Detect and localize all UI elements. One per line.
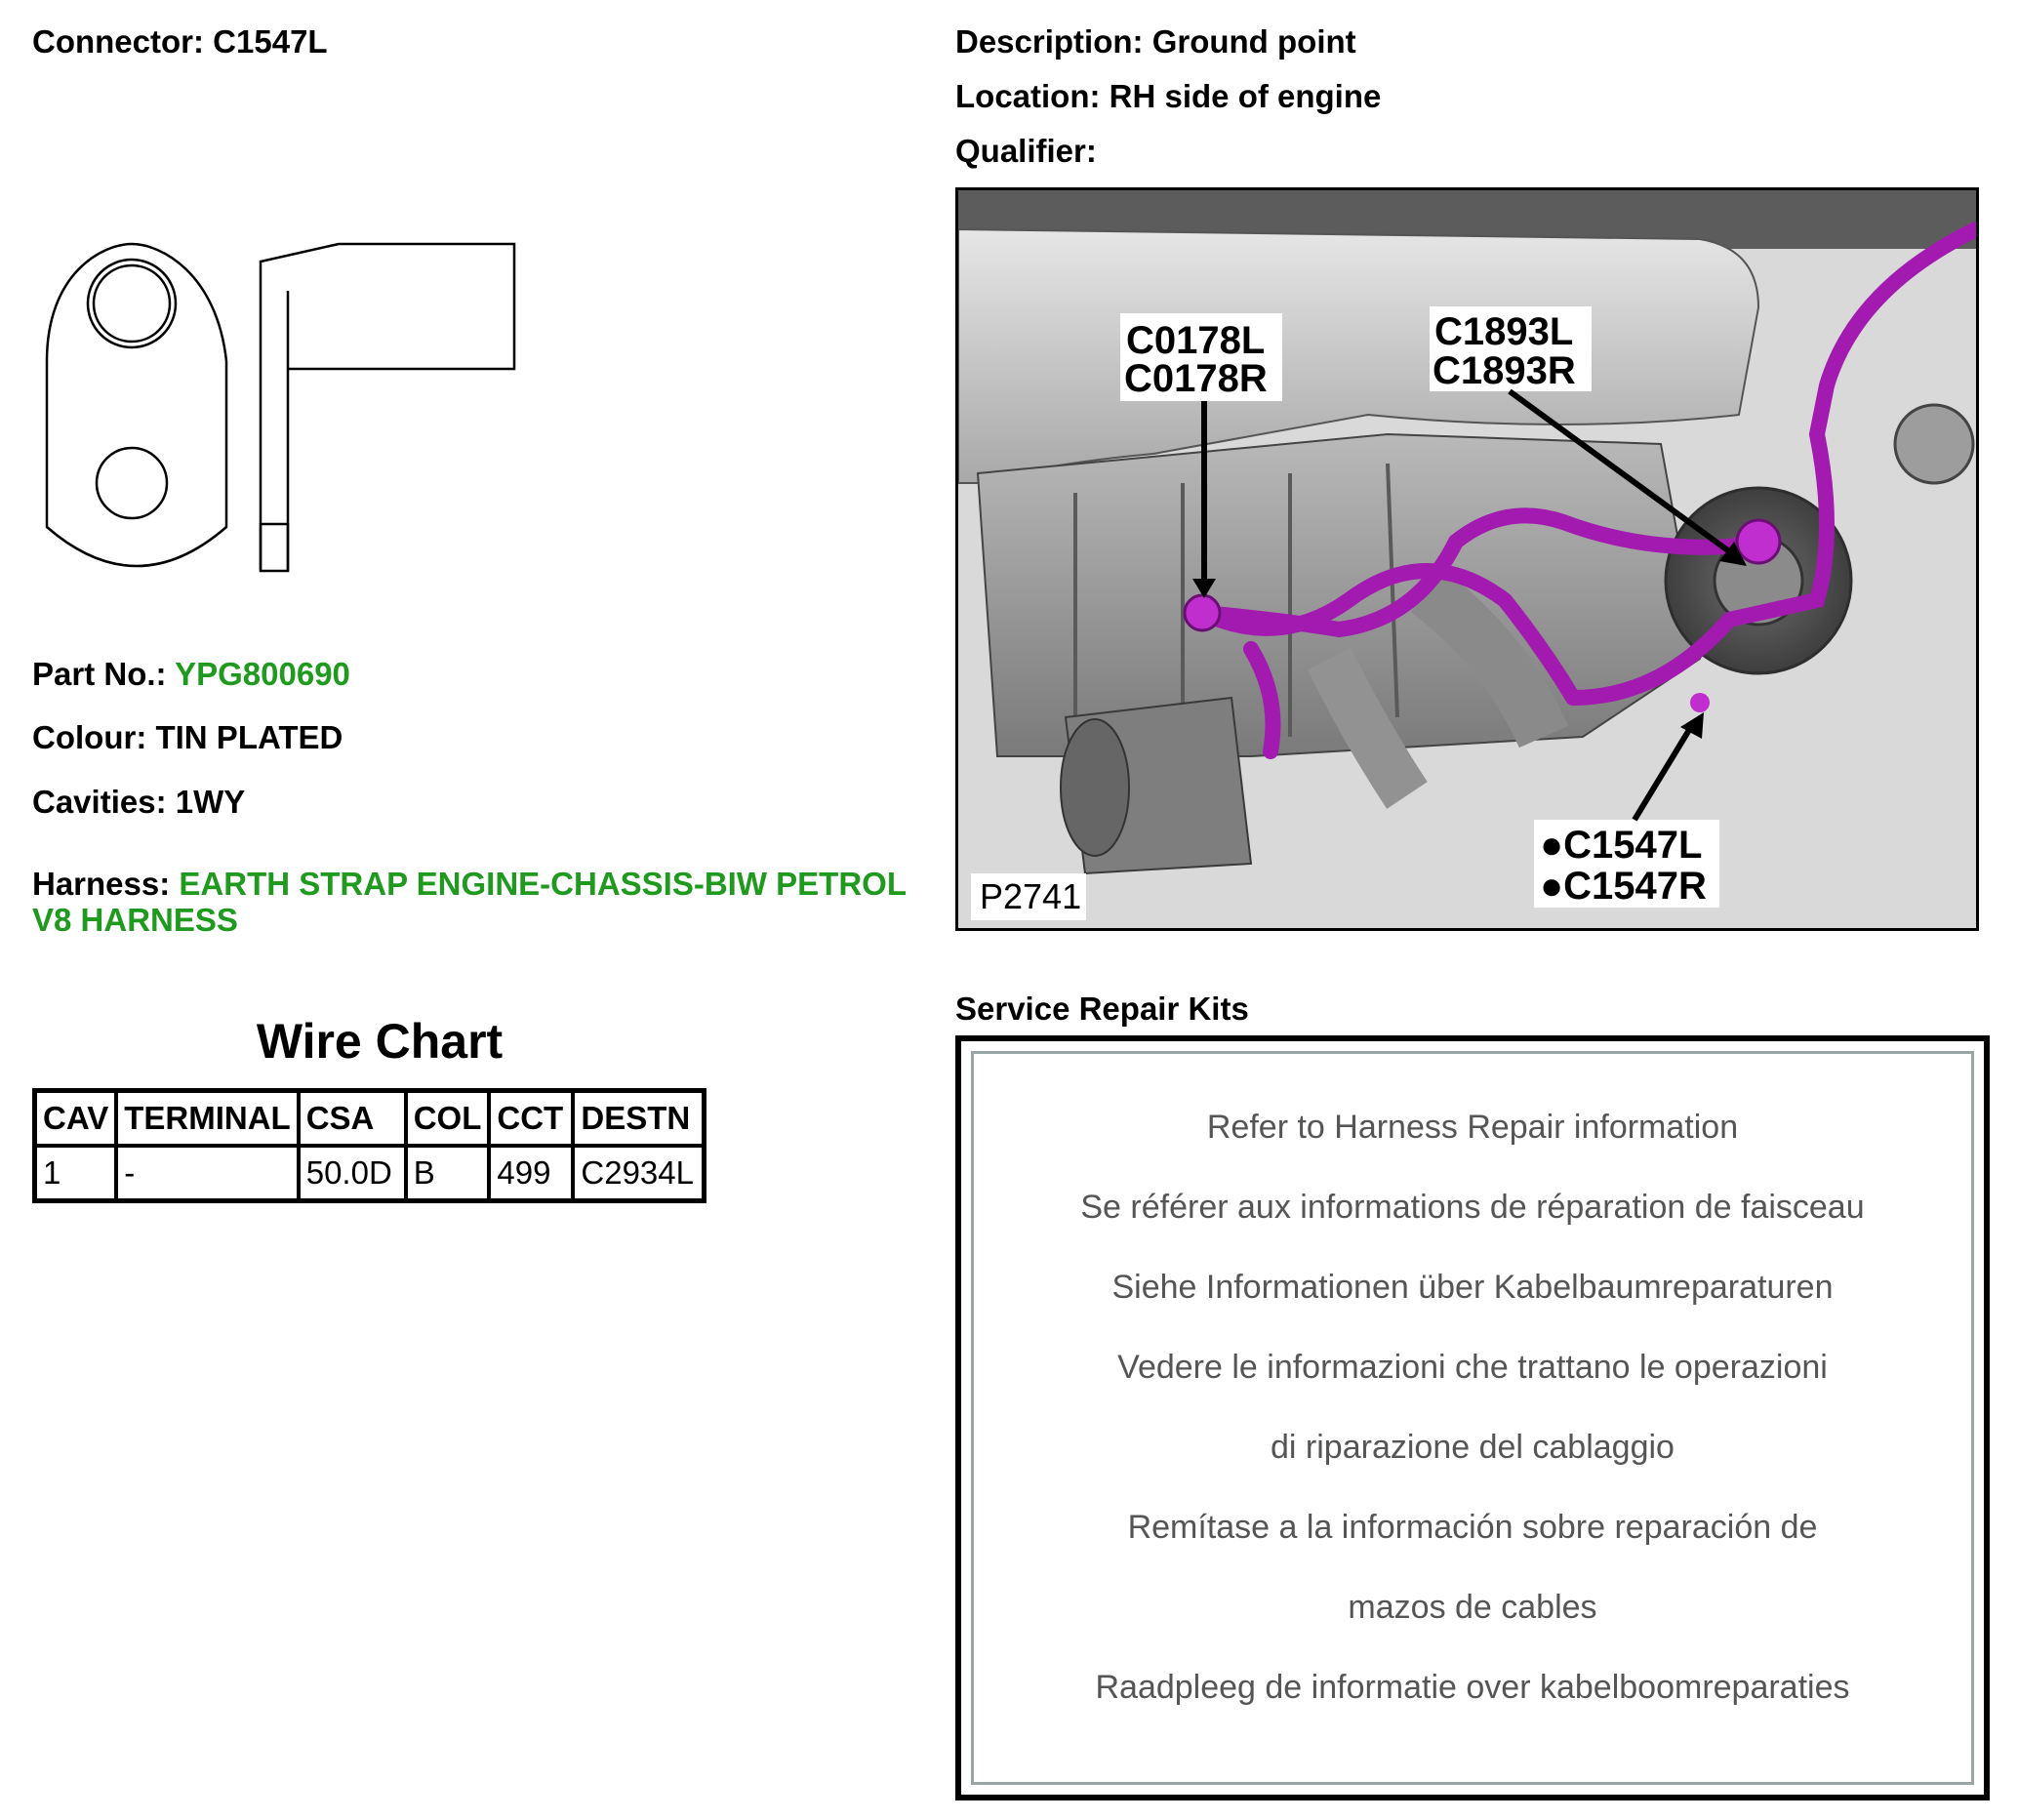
qualifier-field bbox=[955, 133, 1097, 170]
connector-label: Connector: bbox=[32, 23, 204, 60]
figure-id: P2741 bbox=[980, 876, 1082, 916]
service-repair-kits-title: Service Repair Kits bbox=[955, 991, 1249, 1027]
part-no-label: Part No.: bbox=[32, 656, 167, 692]
kit-line: Refer to Harness Repair information bbox=[1206, 1109, 1739, 1146]
kit-line: Siehe Informationen über Kabelbaumreparaturen bbox=[1111, 1269, 1834, 1306]
description-label: Description: bbox=[955, 23, 1144, 60]
col-header-cct: CCT bbox=[489, 1091, 573, 1147]
eyelet-hole-outer bbox=[88, 260, 176, 347]
cell-cav: 1 bbox=[35, 1146, 117, 1201]
engine-location-image bbox=[955, 187, 1979, 931]
harness-label: Harness: bbox=[32, 866, 171, 902]
location-value: RH side of engine bbox=[1109, 78, 1382, 114]
callout-c0178r: C0178R bbox=[1124, 357, 1268, 400]
colour-field bbox=[32, 719, 343, 756]
harness-value-line1: EARTH STRAP ENGINE-CHASSIS-BIW PETROL bbox=[179, 866, 907, 902]
eyelet-hole-inner bbox=[94, 265, 170, 342]
cell-terminal: - bbox=[116, 1146, 298, 1201]
colour-label: Colour: bbox=[32, 719, 147, 755]
callout-c1893l: C1893L bbox=[1434, 310, 1574, 353]
part-no-value: YPG800690 bbox=[175, 656, 350, 692]
rivet-hole bbox=[97, 448, 167, 518]
kit-line: Remítase a la información sobre reparación de bbox=[1127, 1509, 1818, 1546]
service-repair-kits-box bbox=[955, 1035, 1990, 1800]
callout-c1547r: ●C1547R bbox=[1540, 865, 1707, 908]
kit-line: Vedere le informazioni che trattano le operazioni bbox=[1117, 1349, 1828, 1386]
connector-value: C1547L bbox=[213, 23, 328, 60]
cavities-label: Cavities: bbox=[32, 784, 167, 820]
location-field bbox=[955, 78, 1381, 115]
cell-col: B bbox=[406, 1146, 490, 1201]
col-header-cav: CAV bbox=[35, 1091, 117, 1147]
qualifier-label: Qualifier: bbox=[955, 133, 1097, 169]
kit-line: di riparazione del cablaggio bbox=[1271, 1429, 1675, 1466]
part-no-field bbox=[32, 656, 350, 693]
service-repair-kits-panel bbox=[971, 1051, 1974, 1785]
connector-field bbox=[32, 23, 328, 61]
harness-field bbox=[32, 866, 907, 938]
col-header-terminal: TERMINAL bbox=[116, 1091, 298, 1147]
kit-line: Raadpleeg de informatie over kabelboomreparaties bbox=[1095, 1669, 1850, 1706]
colour-value: TIN PLATED bbox=[155, 719, 343, 755]
harness-value-line2: V8 HARNESS bbox=[32, 902, 238, 938]
col-header-csa: CSA bbox=[299, 1091, 406, 1147]
connector-drawing bbox=[39, 234, 527, 586]
side-profile-top bbox=[261, 244, 514, 571]
callout-c1893r: C1893R bbox=[1433, 349, 1576, 392]
wire-chart-title: Wire Chart bbox=[256, 1014, 504, 1069]
cell-destn: C2934L bbox=[573, 1146, 705, 1201]
description-field bbox=[955, 23, 1356, 61]
wire-chart-table bbox=[32, 1088, 706, 1203]
col-header-destn: DESTN bbox=[573, 1091, 705, 1147]
wire-chart-header-row bbox=[35, 1091, 705, 1147]
cell-cct: 499 bbox=[489, 1146, 573, 1201]
kit-line: Se référer aux informations de réparation de faisceau bbox=[1080, 1189, 1865, 1226]
callout-c1547l: ●C1547L bbox=[1540, 824, 1703, 867]
engine-illustration bbox=[958, 190, 1976, 928]
side-profile-tab bbox=[261, 524, 288, 571]
col-header-col: COL bbox=[406, 1091, 490, 1147]
cell-csa: 50.0D bbox=[299, 1146, 406, 1201]
description-value: Ground point bbox=[1151, 23, 1356, 60]
location-label: Location: bbox=[955, 78, 1101, 114]
callout-c0178l: C0178L bbox=[1126, 319, 1266, 362]
table-row bbox=[35, 1146, 705, 1201]
cavities-value: 1WY bbox=[175, 784, 246, 820]
kit-line: mazos de cables bbox=[1348, 1589, 1597, 1626]
cavities-field bbox=[32, 784, 245, 821]
